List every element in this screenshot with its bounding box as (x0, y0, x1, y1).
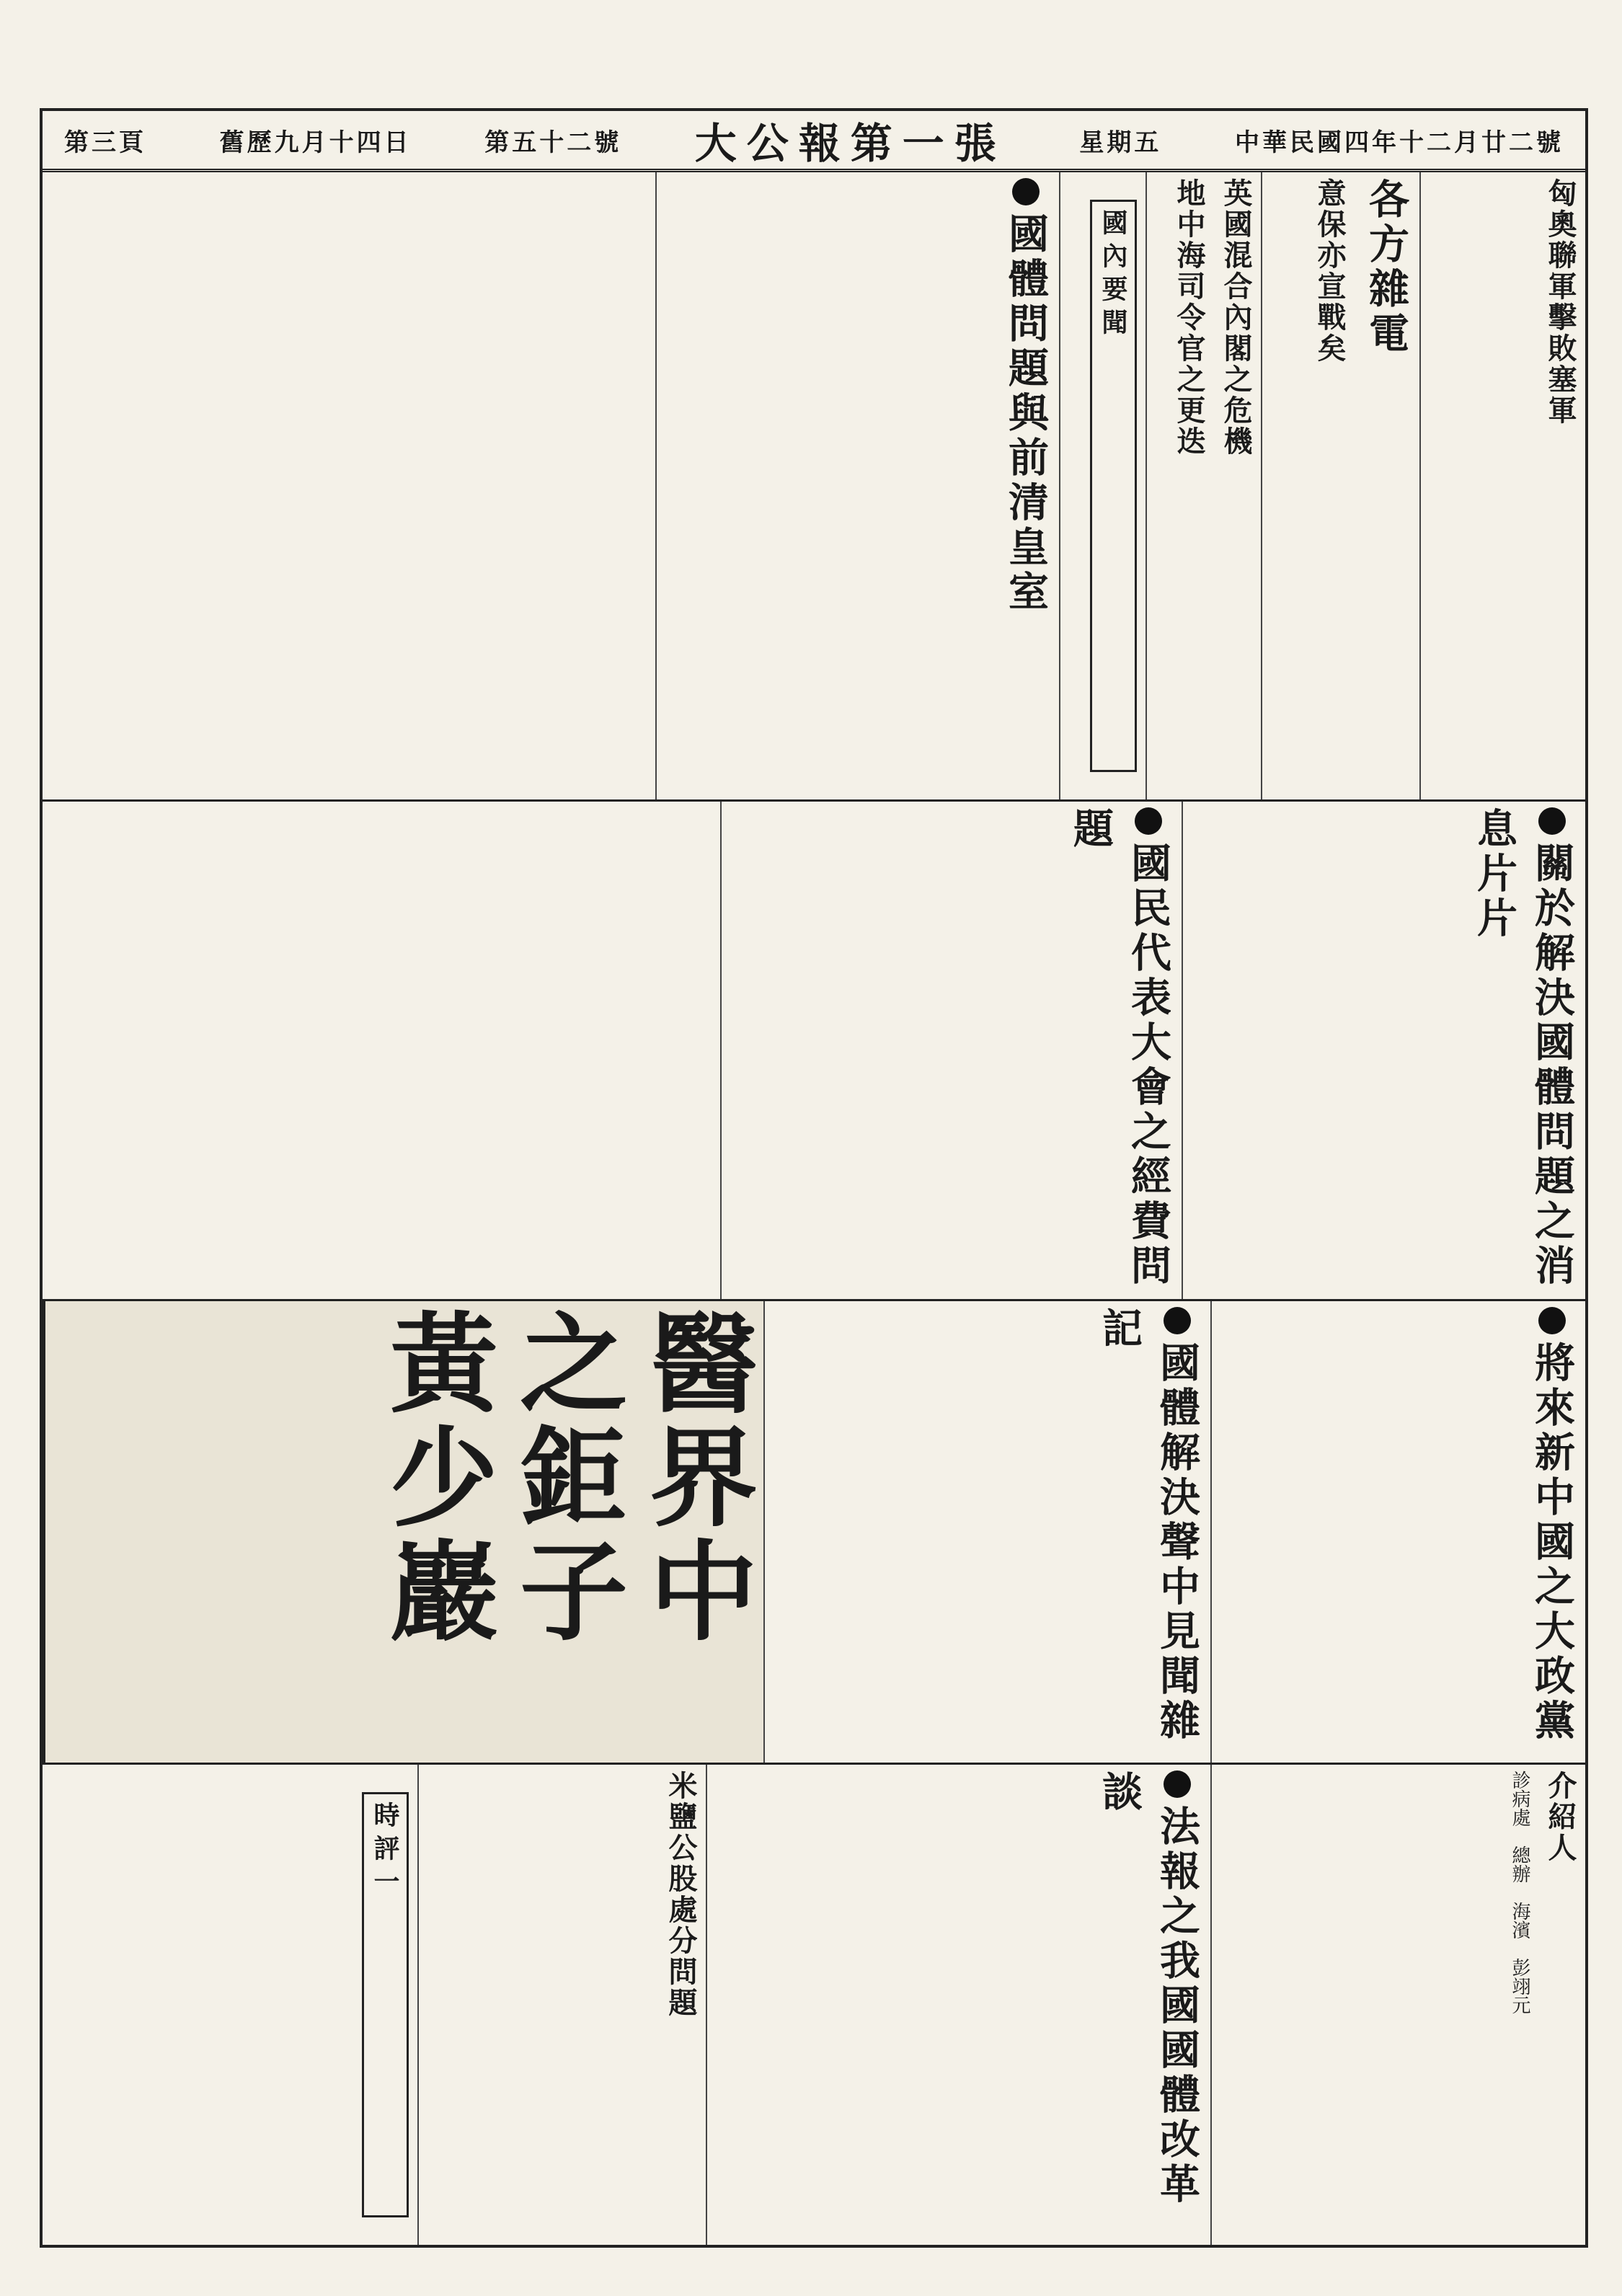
story-7-headline: 米鹽公股處分問題 (664, 1770, 698, 2018)
story-2-headline: 關於解決國體問題之消息片片 (1471, 807, 1576, 1289)
ad-sub: 介紹人 (1543, 1770, 1577, 1863)
column-story-3 (720, 802, 1182, 1299)
column-story-1 (655, 172, 1059, 799)
ad-title: 醫界中之鉅子黃少巖 (371, 1307, 758, 1649)
bullet-icon (1538, 807, 1566, 835)
misc-item-2: 英國混合內閣之危機 (1219, 178, 1253, 457)
story-4-headline: 將來新中國之大政黨 (1523, 1307, 1581, 1757)
column-story-2 (1182, 802, 1585, 1299)
bullet-icon (1135, 807, 1162, 835)
column-story-7 (417, 1765, 706, 2245)
story-3-headline: 國民代表大會之經費問題 (1067, 807, 1172, 1289)
bullet-icon (1538, 1307, 1566, 1334)
masthead (43, 111, 1585, 172)
issue-number: 第五十二號 (484, 128, 622, 157)
headline-top-right: 匈奧聯軍擊敗塞軍 (1543, 178, 1577, 426)
column-text (626, 178, 651, 794)
lunar-date: 舊歷九月十四日 (219, 128, 412, 157)
ad-panel (43, 1301, 763, 1763)
row-3 (43, 1301, 1585, 1765)
misc-headline: 各方雜電 (1362, 178, 1410, 357)
story-5-headline: 國體解決聲中見聞雜記 (1096, 1307, 1201, 1744)
column-story-4 (1210, 1301, 1585, 1763)
column-misc (1261, 172, 1419, 799)
column-top-right (1419, 172, 1585, 799)
story-1-headline: 國體問題與前清皇室 (997, 178, 1055, 794)
column-bottom-right (1210, 1765, 1585, 2245)
column-story-8 (43, 1765, 417, 2245)
misc-item-3: 地中海司令官之更迭 (1172, 178, 1206, 457)
column-story-5 (763, 1301, 1210, 1763)
story-6-headline: 法報之我國國體改革談 (1096, 1770, 1201, 2207)
bullet-icon (1012, 178, 1040, 205)
newspaper-page (40, 108, 1588, 2248)
row-4 (43, 1765, 1585, 2245)
bullet-icon (1164, 1770, 1191, 1798)
column-text (1510, 178, 1534, 794)
column-misc-2 (1145, 172, 1261, 799)
ad-lines: 診病處 總辦 海濱 彭翊元 (1509, 1770, 1530, 2014)
story-8-label: 時評一 (362, 1792, 409, 2217)
row-2 (43, 802, 1585, 1301)
paper-title: 大公報第一張 (694, 119, 1006, 168)
column-top-left (43, 172, 655, 799)
row-1 (43, 172, 1585, 802)
masthead-date: 中華民國四年十二月廿二號 (1235, 128, 1564, 157)
domestic-label: 國內要聞 (1090, 200, 1137, 772)
column-row2-left (43, 802, 720, 1299)
masthead-weekday: 星期五 (1079, 128, 1162, 157)
column-story-6 (706, 1765, 1210, 2245)
bullet-icon (1164, 1307, 1191, 1334)
misc-item-1: 意保亦宣戰矣 (1313, 178, 1347, 364)
column-domestic (1059, 172, 1145, 799)
page-number: 第三頁 (64, 128, 147, 157)
